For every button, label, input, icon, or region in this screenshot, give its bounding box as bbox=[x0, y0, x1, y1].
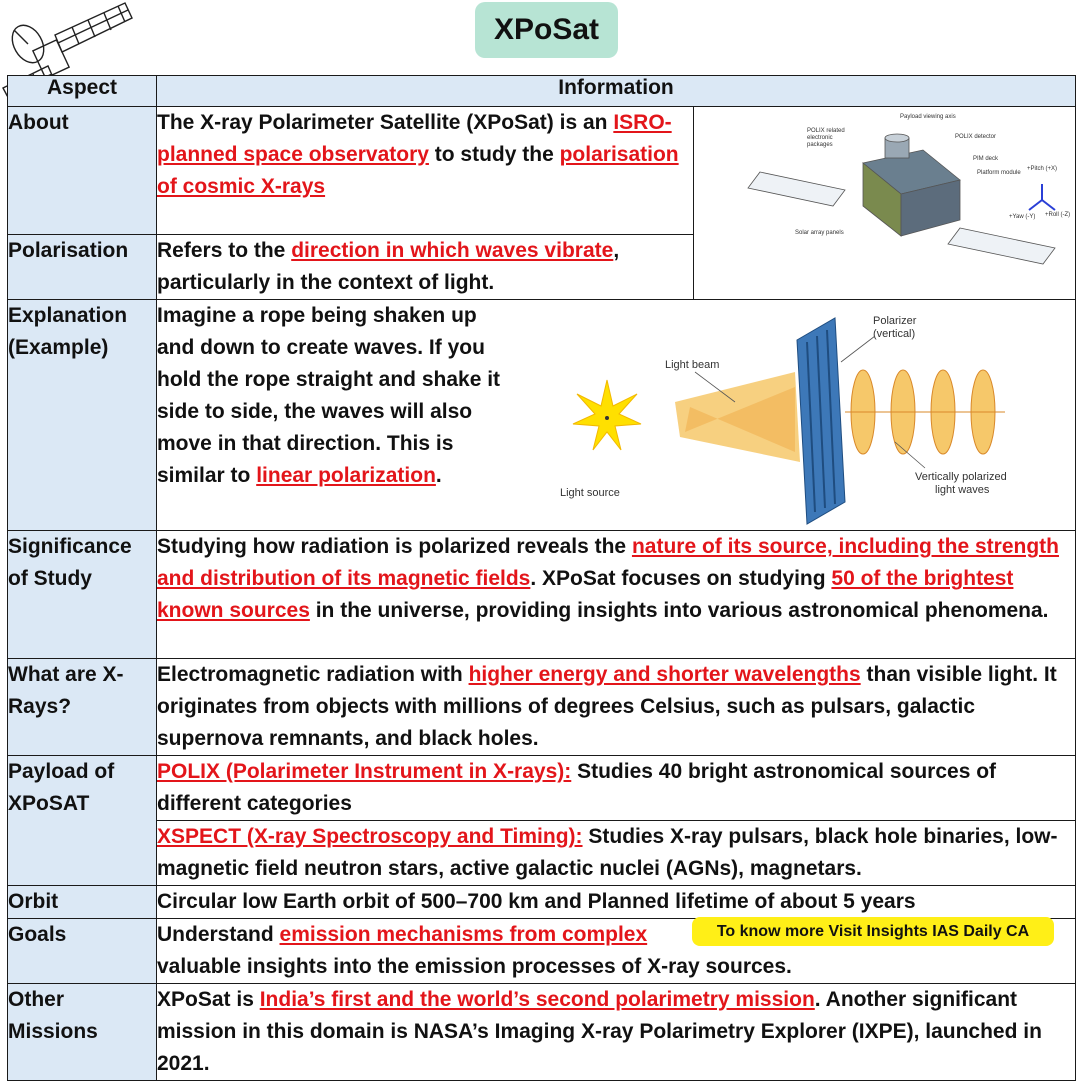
info-other: XPoSat is India’s first and the world’s second polarimetry mission. Another significant mission in this domain is NASA’s Imaging X-ray Polarimetry Explorer (IXPE), launched in 2021. bbox=[157, 984, 1076, 1081]
aspect-about: About bbox=[8, 107, 157, 235]
axis-icon bbox=[1029, 184, 1055, 210]
pol-label-0: Polarizer (vertical) bbox=[873, 315, 917, 340]
sat-label-8: +Roll (-Z) bbox=[1045, 212, 1071, 218]
info-significance: Studying how radiation is polarized reveals the nature of its source, including the strength and distribution of its magnetic fields. XPoSat focuses on studying 50 of the brightest known sources in the universe, providing insights into various astronomical phenomena. bbox=[157, 531, 1076, 659]
aspect-polarisation: Polarisation bbox=[8, 235, 157, 300]
row-significance bbox=[8, 531, 1076, 659]
header-information: Information bbox=[157, 76, 1076, 107]
row-payload-polix bbox=[8, 756, 1076, 821]
sat-label-0: Payload viewing axis bbox=[900, 114, 956, 120]
info-goals: Understand emission mechanisms from complex valuable insights into the emission processes of X-ray sources. bbox=[157, 919, 1076, 984]
pol-label-3: Vertically polarized light waves bbox=[915, 471, 1007, 496]
sat-label-1: POLIX related electronic packages bbox=[807, 128, 845, 148]
polarized-wave-icon bbox=[845, 370, 1005, 454]
polarizer-diagram bbox=[545, 302, 1073, 528]
light-source-icon bbox=[573, 380, 641, 450]
info-xrays: Electromagnetic radiation with higher energy and shorter wavelengths than visible light. It originates from objects with millions of degrees Celsius, such as pulsars, galactic supernova remnants, and black holes. bbox=[157, 659, 1076, 756]
aspect-payload: Payload of XPoSAT bbox=[8, 756, 157, 886]
aspect-goals: Goals bbox=[8, 919, 157, 984]
satellite-diagram bbox=[745, 108, 1073, 288]
sat-label-2: POLIX detector bbox=[955, 134, 997, 140]
info-explanation: Imagine a rope being shaken up and down to create waves. If you hold the rope straight and shake it side to side, the waves will also move in that direction. This is similar to linear polarization. bbox=[157, 300, 1076, 531]
info-payload-xspect: XSPECT (X-ray Spectroscopy and Timing): Studies X-ray pulsars, black hole binaries, low-magnetic field neutron stars, active galactic nuclei (AGNs), magnetars. bbox=[157, 821, 1076, 886]
aspect-xrays: What are X-Rays? bbox=[8, 659, 157, 756]
info-polarisation: Refers to the direction in which waves vibrate, particularly in the context of light. bbox=[157, 235, 694, 300]
header-aspect: Aspect bbox=[8, 76, 157, 107]
light-beam-icon bbox=[675, 372, 800, 462]
sat-label-4: Platform module bbox=[977, 170, 1021, 176]
sat-label-5: Solar array panels bbox=[795, 230, 844, 236]
sat-label-3: PIM deck bbox=[973, 156, 999, 162]
aspect-explanation: Explanation (Example) bbox=[8, 300, 157, 531]
aspect-significance: Significance of Study bbox=[8, 531, 157, 659]
info-about: The X-ray Polarimeter Satellite (XPoSat) is an ISRO-planned space observatory to study the polarisation of cosmic X-rays bbox=[157, 107, 694, 235]
info-payload-polix: POLIX (Polarimeter Instrument in X-rays): Studies 40 bright astronomical sources of different categories bbox=[157, 756, 1076, 821]
row-payload-xspect bbox=[8, 821, 1076, 886]
sat-label-7: +Yaw (-Y) bbox=[1009, 214, 1036, 220]
table-header-row bbox=[8, 76, 1076, 107]
aspect-orbit: Orbit bbox=[8, 886, 157, 919]
sat-label-6: +Pitch (+X) bbox=[1027, 166, 1058, 172]
row-other bbox=[8, 984, 1076, 1081]
info-orbit: Circular low Earth orbit of 500–700 km and Planned lifetime of about 5 years bbox=[157, 886, 1076, 919]
polarizer-icon bbox=[797, 318, 845, 524]
row-xrays bbox=[8, 659, 1076, 756]
pol-label-1: Light beam bbox=[665, 359, 720, 371]
promo-badge[interactable]: To know more Visit Insights IAS Daily CA bbox=[692, 917, 1054, 946]
row-orbit bbox=[8, 886, 1076, 919]
pol-label-2: Light source bbox=[560, 487, 620, 499]
aspect-other: Other Missions bbox=[8, 984, 157, 1081]
page-title: XPoSat bbox=[475, 2, 618, 58]
